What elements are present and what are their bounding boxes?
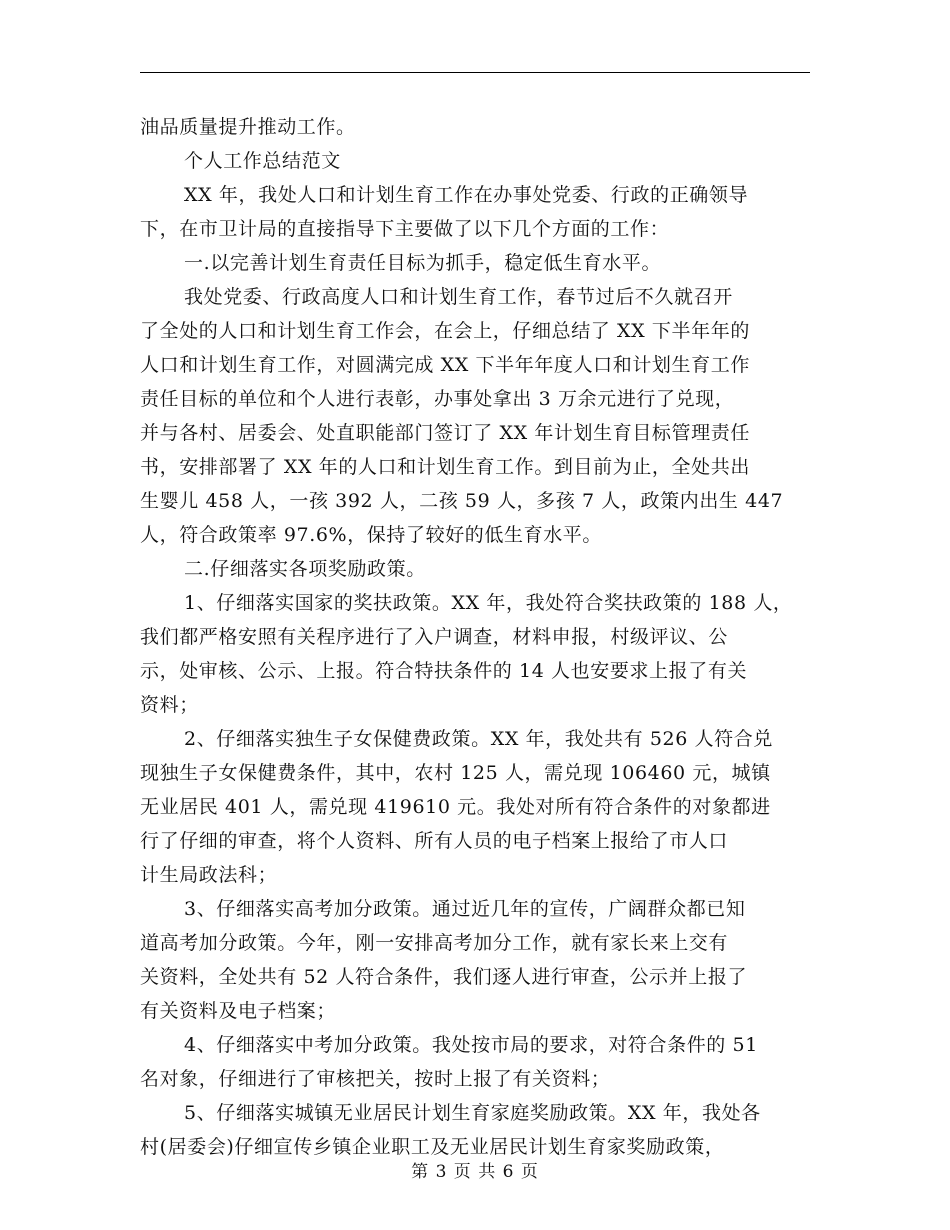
text-line: 一.以完善计划生育责任目标为抓手，稳定低生育水平。	[184, 252, 662, 274]
text-line: 计生局政法科；	[140, 864, 278, 886]
text-line: 无业居民 401 人，需兑现 419610 元。我处对所有符合条件的对象都进	[140, 796, 771, 818]
text-line: 村(居委会)仔细宣传乡镇企业职工及无业居民计划生育家奖励政策，	[140, 1136, 725, 1158]
header-rule	[140, 72, 810, 73]
text-line: 2、仔细落实独生子女保健费政策。XX 年，我处共有 526 人符合兑	[184, 728, 773, 750]
text-line: 了全处的人口和计划生育工作会，在会上，仔细总结了 XX 下半年年的	[140, 320, 750, 342]
text-line: 4、仔细落实中考加分政策。我处按市局的要求，对符合条件的 51	[184, 1034, 758, 1056]
text-line: 我处党委、行政高度人口和计划生育工作，春节过后不久就召开	[184, 286, 733, 308]
text-line: 书，安排部署了 XX 年的人口和计划生育工作。到目前为止，全处共出	[140, 456, 750, 478]
text-line: 油品质量提升推动工作。	[140, 116, 356, 138]
text-line: XX 年，我处人口和计划生育工作在办事处党委、行政的正确领导	[184, 184, 749, 206]
text-line: 我们都严格安照有关程序进行了入户调查，材料申报，村级评议、公	[140, 626, 729, 648]
text-line: 行了仔细的审查，将个人资料、所有人员的电子档案上报给了市人口	[140, 830, 729, 852]
text-line: 个人工作总结范文	[184, 150, 341, 172]
text-line: 名对象，仔细进行了审核把关，按时上报了有关资料；	[140, 1068, 611, 1090]
document-body	[140, 110, 820, 1164]
text-line: 1、仔细落实国家的奖扶政策。XX 年，我处符合奖扶政策的 188 人，	[184, 592, 793, 614]
text-line: 3、仔细落实高考加分政策。通过近几年的宣传，广阔群众都已知	[184, 898, 746, 920]
text-line: 人，符合政策率 97.6%，保持了较好的低生育水平。	[140, 524, 602, 546]
text-line: 责任目标的单位和个人进行表彰，办事处拿出 3 万余元进行了兑现，	[140, 388, 735, 410]
text-line: 有关资料及电子档案；	[140, 1000, 337, 1022]
text-line: 下，在市卫计局的直接指导下主要做了以下几个方面的工作：	[140, 218, 670, 240]
text-line: 现独生子女保健费条件，其中，农村 125 人，需兑现 106460 元，城镇	[140, 762, 771, 784]
text-line: 关资料，全处共有 52 人符合条件，我们逐人进行审查，公示并上报了	[140, 966, 748, 988]
text-line: 道高考加分政策。今年，刚一安排高考加分工作，就有家长来上交有	[140, 932, 729, 954]
text-line: 人口和计划生育工作，对圆满完成 XX 下半年年度人口和计划生育工作	[140, 354, 750, 376]
text-line: 5、仔细落实城镇无业居民计划生育家庭奖励政策。XX 年，我处各	[184, 1102, 761, 1124]
text-line: 生婴儿 458 人，一孩 392 人，二孩 59 人，多孩 7 人，政策内出生 447	[140, 490, 784, 512]
text-line: 二.仔细落实各项奖励政策。	[184, 558, 426, 580]
text-line: 资料；	[140, 694, 199, 716]
page-footer: 第 3 页 共 6 页	[411, 1162, 539, 1182]
text-line: 并与各村、居委会、处直职能部门签订了 XX 年计划生育目标管理责任	[140, 422, 750, 444]
text-line: 示，处审核、公示、上报。符合特扶条件的 14 人也安要求上报了有关	[140, 660, 748, 682]
